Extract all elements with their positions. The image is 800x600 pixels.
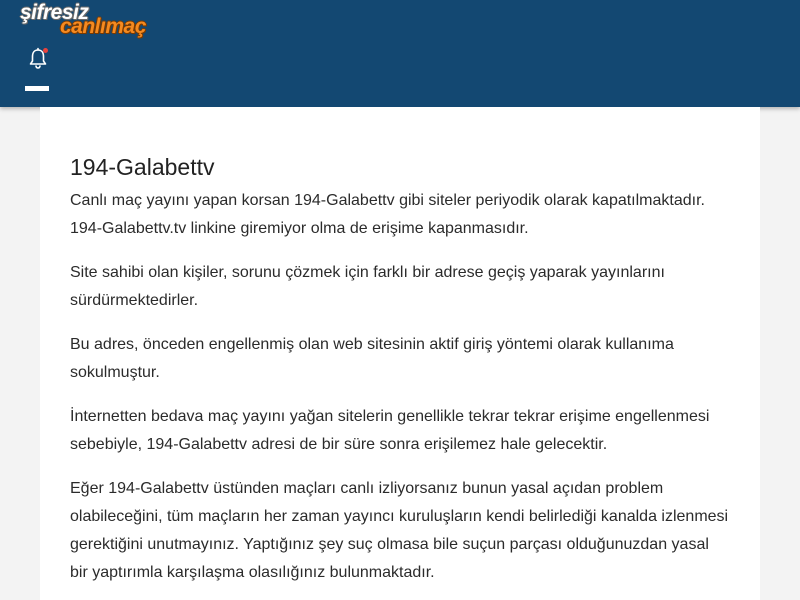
hamburger-menu-icon [25, 86, 49, 91]
article-paragraph-5: Eğer 194-Galabettv üstünden maçları canlı izliyorsanız bunun yasal açıdan problem olabileceğini, tüm maçların her zaman yayıncı kuruluşların kendi belirlediği kanalda izlenmesi gerektiğini unutmayınız. Yaptığınız şey suç olmasa bile suçun parçası olduğunuzdan yasal bir yaptırımla karşılaşma olasılığınız bulunmaktadır. [70, 480, 729, 581]
article-paragraph-1: Canlı maç yayını yapan korsan 194-Galabettv gibi siteler periyodik olarak kapatılmaktadır. 194-Galabettv.tv linkine giremiyor olma de erişime kapanmasıdır. [70, 192, 705, 237]
notifications-button[interactable] [26, 47, 50, 71]
article-paragraph-2: Site sahibi olan kişiler, sorunu çözmek için farklı bir adrese geçiş yaparak yayınlarını sürdürmektedirler. [70, 264, 665, 309]
site-logo[interactable] [20, 0, 170, 40]
menu-button[interactable] [25, 86, 49, 92]
article-paragraph-3: Bu adres, önceden engellenmiş olan web sitesinin aktif giriş yöntemi olarak kullanıma sokulmuştur. [70, 336, 674, 381]
logo-word-sifresiz: şifresiz [20, 1, 89, 24]
logo-word-canlimac: canlımaç [60, 15, 146, 38]
article-paragraph-4: İnternetten bedava maç yayını yağan sitelerin genellikle tekrar tekrar erişime engellenmesi sebebiyle, 194-Galabettv adresi de bir süre sonra erişilemez hale gelecektir. [70, 408, 710, 453]
notification-dot [43, 48, 48, 53]
article-card [40, 107, 760, 600]
article-title: 194-Galabettv [70, 154, 215, 180]
site-header [0, 0, 800, 107]
